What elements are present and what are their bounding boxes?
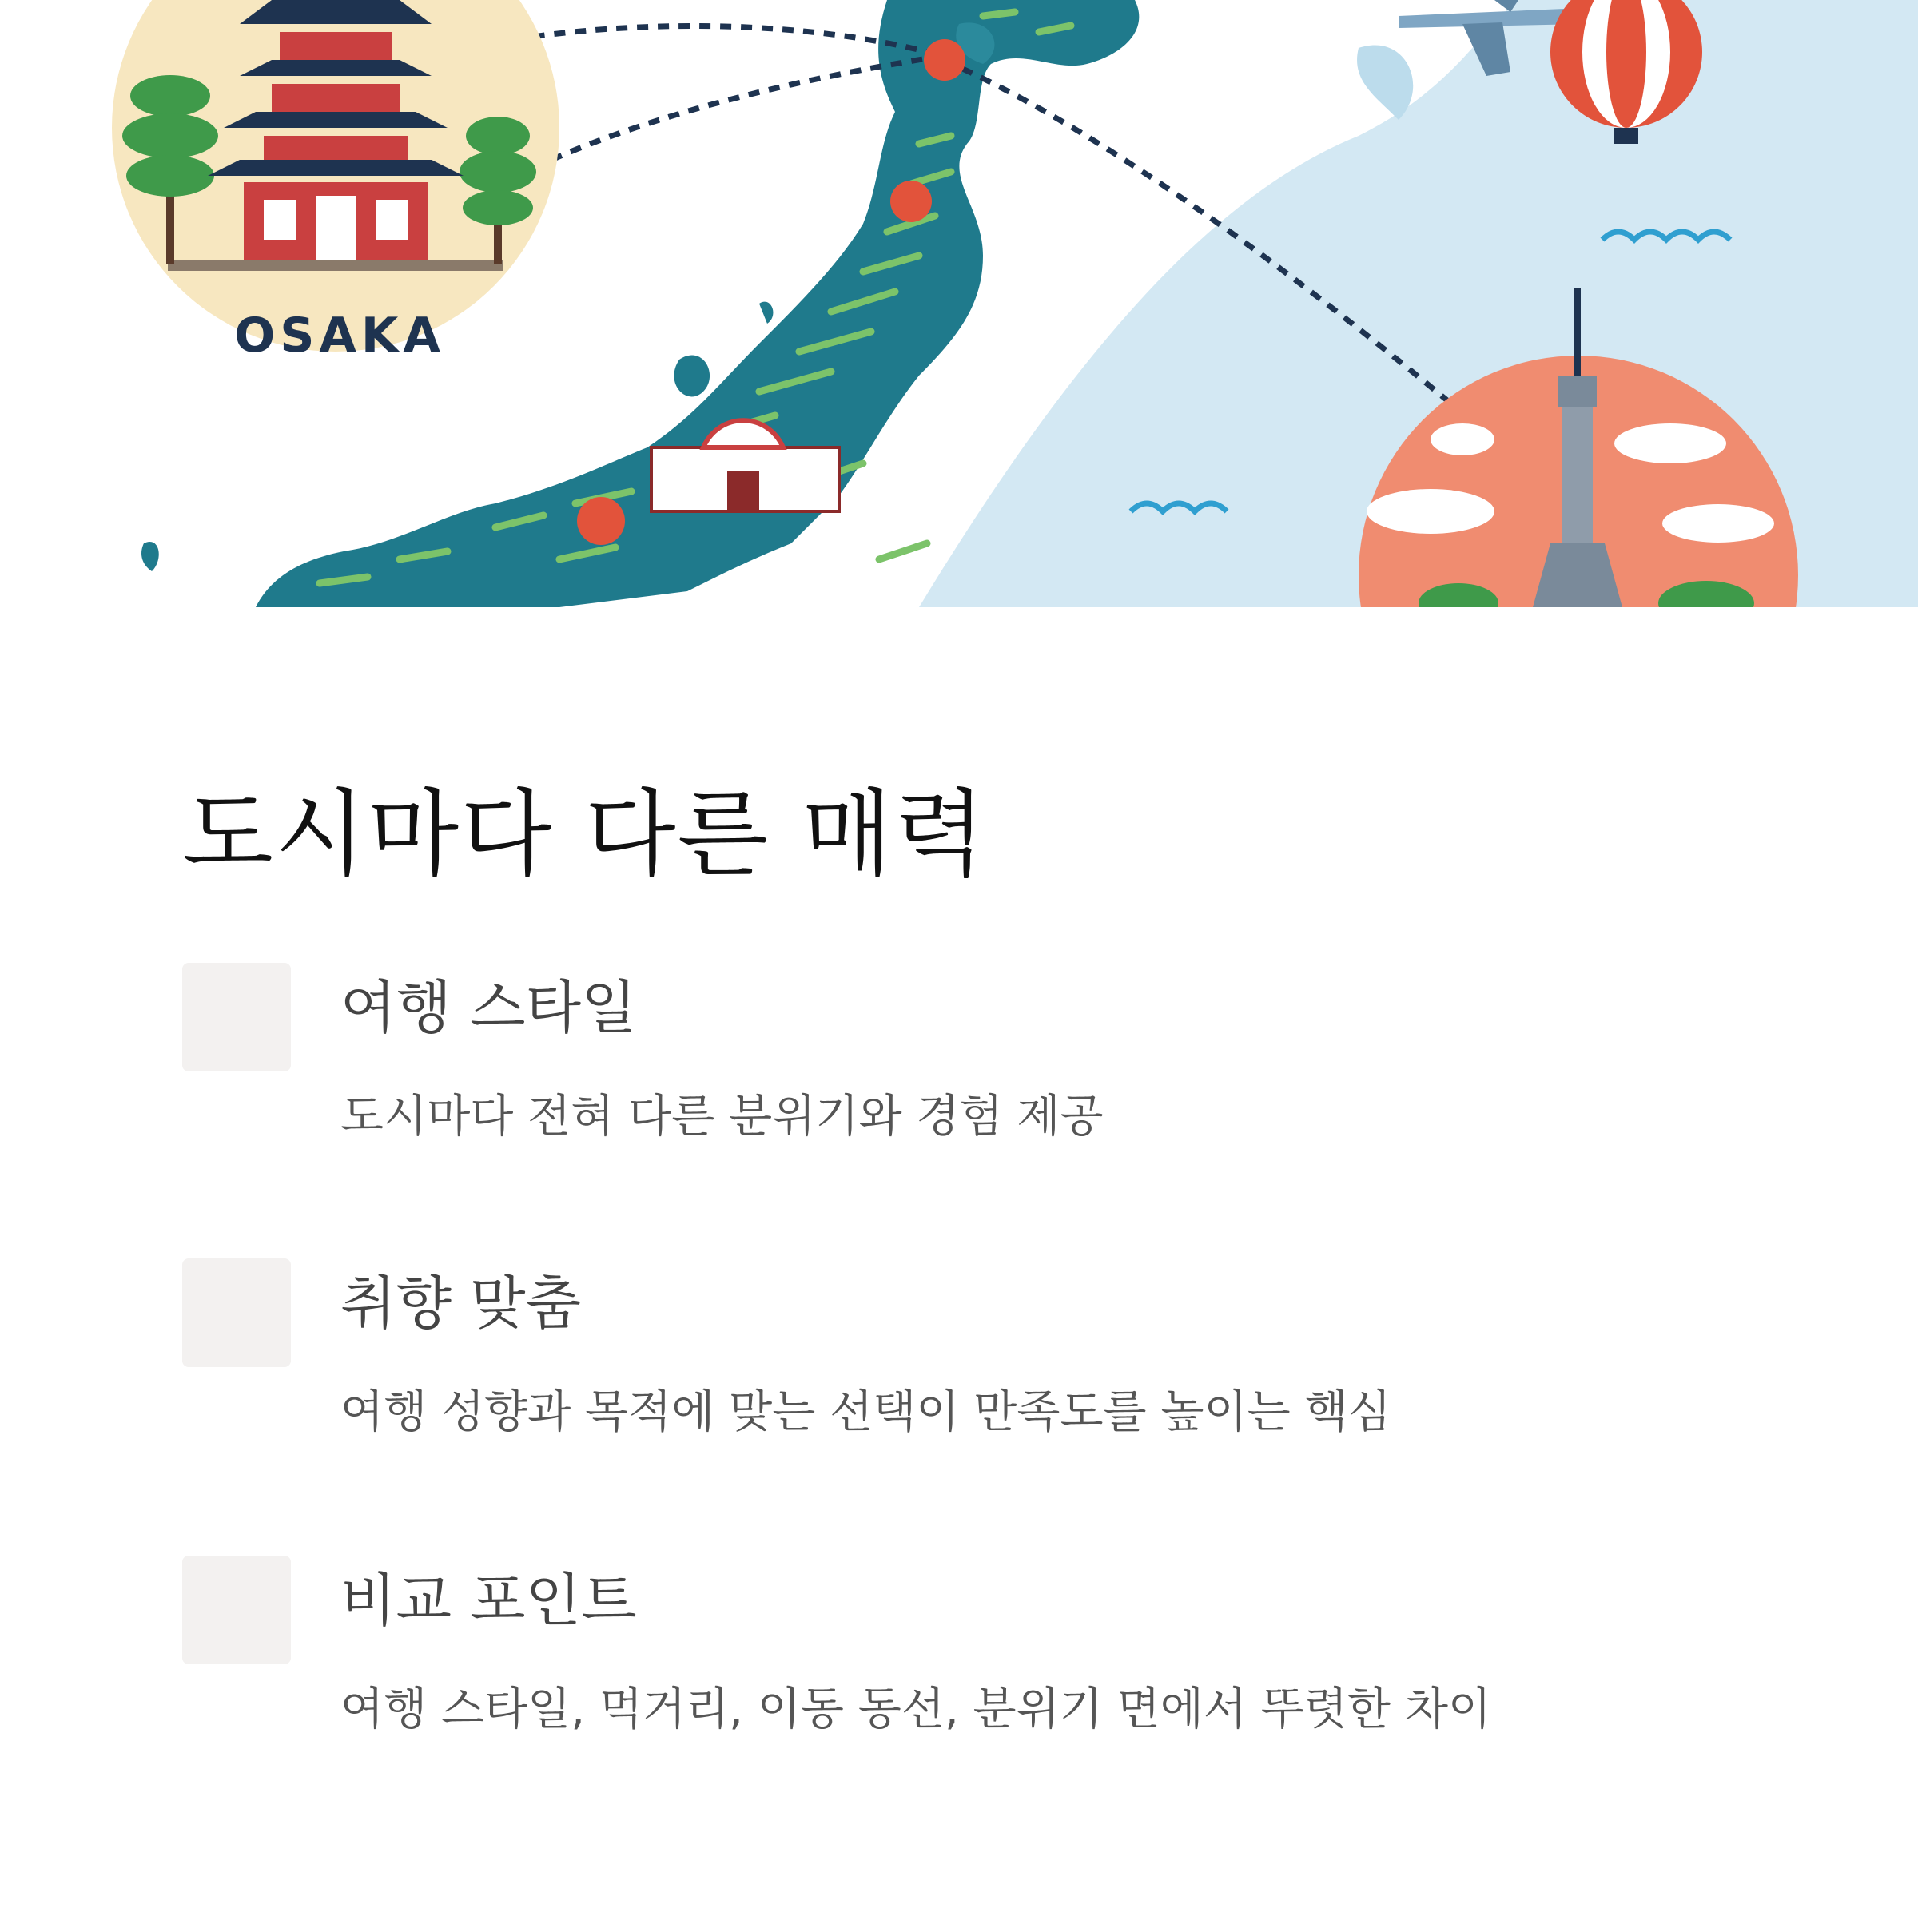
feature-icon-placeholder: [182, 1258, 291, 1367]
feature-travel-style: [182, 963, 1860, 1171]
osaka-label: OSAKA: [234, 308, 445, 364]
feature-icon-placeholder: [182, 1556, 291, 1664]
hero-illustration: [0, 0, 1918, 607]
map-marker-icon: [577, 497, 625, 545]
japan-travel-map-illustration: [0, 0, 1918, 607]
feature-preference: [182, 1258, 1860, 1466]
feature-title: 취향 맞춤: [340, 1270, 582, 1337]
feature-comparison: [182, 1556, 1860, 1763]
feature-icon-placeholder: [182, 963, 291, 1071]
feature-description: 여행 스타일, 먹거리, 이동 동선, 분위기 면에서 뚜렷한 차이: [340, 1684, 1492, 1735]
osaka-castle-badge: [112, 0, 559, 364]
feature-title: 여행 스타일: [340, 974, 637, 1041]
feature-description: 여행 성향과 목적에 맞는 선택이 만족도를 높이는 핵심: [340, 1386, 1391, 1438]
section-title: 도시마다 다른 매력: [182, 779, 987, 889]
map-marker-icon: [890, 181, 932, 222]
map-marker-icon: [924, 39, 965, 81]
feature-title: 비교 포인트: [340, 1567, 637, 1634]
feature-description: 도시마다 전혀 다른 분위기와 경험 제공: [340, 1091, 1104, 1143]
